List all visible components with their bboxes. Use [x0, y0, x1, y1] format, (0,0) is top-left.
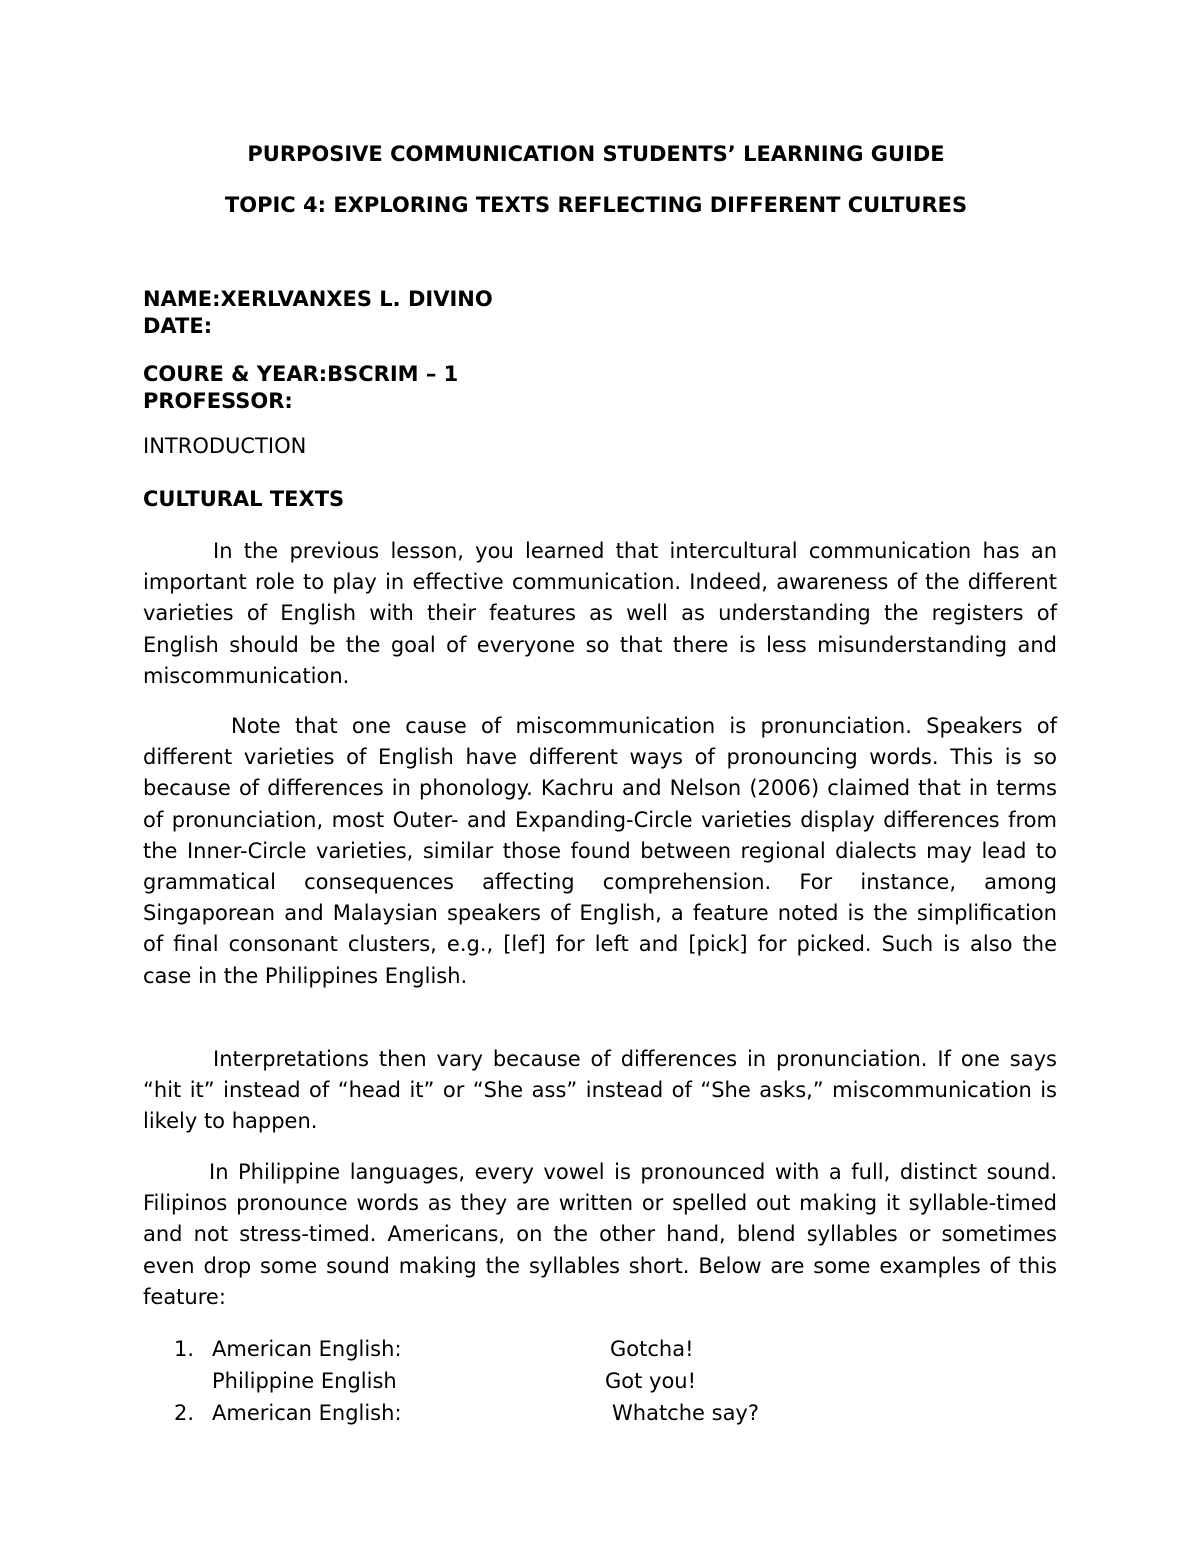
example-value: Got you!: [605, 1369, 697, 1393]
example-label: American English:: [212, 1401, 402, 1425]
section-heading: CULTURAL TEXTS: [143, 487, 345, 511]
example-number: 2.: [174, 1401, 195, 1425]
paragraph-4: In Philippine languages, every vowel is pronounced with a full, distinct sound. Filipinos pronounce words as they are written or spelled out making it syllable-timed and not stress-timed. Americans, on the other hand, blend syllables or sometimes even drop some sound making the syllables short. Below are some examples of this feature:: [143, 1160, 1057, 1309]
date-field: DATE:: [143, 314, 213, 338]
example-label: Philippine English: [212, 1369, 397, 1393]
example-value: Gotcha!: [610, 1337, 694, 1361]
paragraph-1: In the previous lesson, you learned that intercultural communication has an important role to play in effective communication. Indeed, awareness of the different varieties of English with their features as well as understanding the registers of English should be the goal of everyone so that there is less misunderstanding and miscommunication.: [143, 539, 1057, 688]
example-label: American English:: [212, 1337, 402, 1361]
document-title: PURPOSIVE COMMUNICATION STUDENTS’ LEARNING GUIDE: [247, 142, 945, 166]
professor-field: PROFESSOR:: [143, 389, 293, 413]
topic-title: TOPIC 4: EXPLORING TEXTS REFLECTING DIFFERENT CULTURES: [224, 193, 968, 217]
name-field: NAME:XERLVANXES L. DIVINO: [143, 287, 493, 311]
example-number: 1.: [174, 1337, 195, 1361]
paragraph-2: Note that one cause of miscommunication is pronunciation. Speakers of different varieties of English have different ways of pronouncing words. This is so because of differences in phonology. Kachru and Nelson (2006) claimed that in terms of pronunciation, most Outer- and Expanding-Circle varieties display differences from the Inner-Circle varieties, similar those found between regional dialects may lead to grammatical consequences affecting comprehension. For instance, among Singaporean and Malaysian speakers of English, a feature noted is the simplification of final consonant clusters, e.g., [lef] for left and [pick] for picked. Such is also the case in the Philippines English.: [143, 714, 1057, 988]
introduction-label: INTRODUCTION: [143, 434, 307, 458]
example-value: Whatche say?: [612, 1401, 760, 1425]
course-year-field: COURE & YEAR:BSCRIM – 1: [143, 362, 459, 386]
paragraph-3: Interpretations then vary because of differences in pronunciation. If one says “hit it” instead of “head it” or “She ass” instead of “She asks,” miscommunication is likely to happen.: [143, 1047, 1057, 1134]
